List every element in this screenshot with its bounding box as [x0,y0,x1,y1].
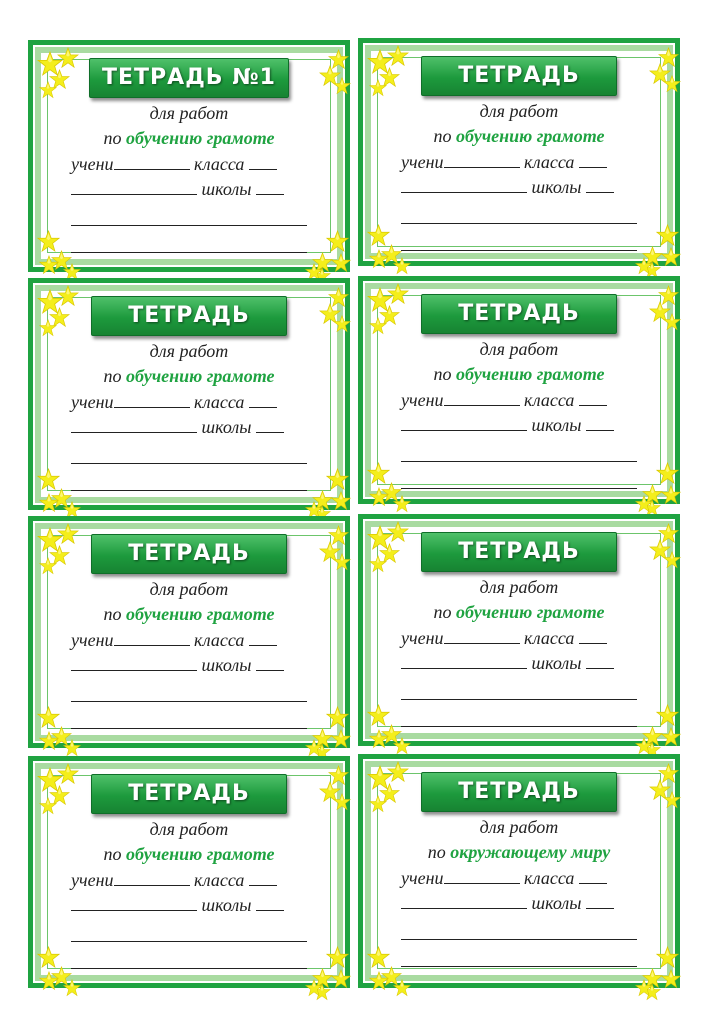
name-line-1[interactable] [71,941,307,942]
star-icon [333,315,351,333]
notebook-title-banner: ТЕТРАДЬ [91,296,287,336]
student-label: учени [71,154,114,174]
star-icon [656,462,679,485]
subject-name: обучению грамоте [455,364,605,384]
star-icon [393,737,411,755]
star-icon [39,493,59,513]
star-icon [663,313,681,331]
star-icon [305,979,323,997]
star-icon [393,495,411,513]
star-icon [39,255,59,275]
notebook-title-banner: ТЕТРАДЬ №1 [89,58,289,98]
school-number-blank[interactable] [401,416,527,431]
notebook-label-card [28,40,350,272]
subject-prefix: по [103,604,122,624]
subject-line [33,844,345,865]
school-label: школы [201,895,252,915]
star-icon [63,979,81,997]
subject-name: обучению грамоте [125,366,275,386]
star-icon [326,230,349,253]
class-blank[interactable] [249,631,277,646]
star-icon [326,468,349,491]
star-icon [661,969,681,989]
for-works-text: для работ [149,341,229,361]
star-icon [369,555,387,573]
student-blank[interactable] [114,155,190,170]
star-icon [305,739,323,757]
subject-name: обучению грамоте [125,604,275,624]
school-label: школы [531,177,582,197]
school-line [401,653,675,674]
student-label: учени [401,152,444,172]
star-icon [387,283,409,305]
notebook-title-banner: ТЕТРАДЬ [91,774,287,814]
name-line-2[interactable] [71,252,307,253]
school-number-blank[interactable] [71,896,197,911]
notebook-label-card [358,38,680,266]
school-line [71,179,345,200]
school-line [401,177,675,198]
name-line-1[interactable] [71,701,307,702]
school-number-blank[interactable] [401,178,527,193]
student-class-line [401,868,675,889]
class-blank[interactable] [579,629,607,644]
for-works-text: для работ [149,103,229,123]
name-line-1[interactable] [401,461,637,462]
subject-line [363,364,675,385]
star-icon [57,285,79,307]
school-blank[interactable] [586,894,614,909]
notebook-title-banner: ТЕТРАДЬ [421,294,617,334]
class-blank[interactable] [579,153,607,168]
star-icon [635,495,653,513]
star-icon [661,727,681,747]
star-icon [661,485,681,505]
star-icon [656,224,679,247]
student-class-line [71,154,345,175]
star-icon [369,317,387,335]
star-icon [369,795,387,813]
student-label: учени [401,390,444,410]
school-blank[interactable] [256,656,284,671]
notebook-title-banner: ТЕТРАДЬ [421,56,617,96]
subject-name: обучению грамоте [455,602,605,622]
class-blank[interactable] [249,155,277,170]
student-blank[interactable] [444,869,520,884]
name-line-2[interactable] [401,726,637,727]
class-label: класса [524,868,575,888]
student-blank[interactable] [114,631,190,646]
star-icon [387,761,409,783]
student-blank[interactable] [114,871,190,886]
star-icon [63,739,81,757]
student-label: учени [401,628,444,648]
notebook-label-card [358,754,680,988]
star-icon [393,979,411,997]
subject-line [33,128,345,149]
school-label: школы [531,415,582,435]
star-icon [333,77,351,95]
star-icon [635,257,653,275]
student-label: учени [71,392,114,412]
subject-prefix: по [433,602,452,622]
name-line-1[interactable] [401,939,637,940]
star-icon [333,793,351,811]
notebook-label-card [28,278,350,510]
name-line-2[interactable] [401,250,637,251]
star-icon [369,79,387,97]
star-icon [331,729,351,749]
school-label: школы [201,179,252,199]
school-line [401,415,675,436]
star-icon [369,971,389,991]
student-blank[interactable] [444,629,520,644]
star-icon [39,731,59,751]
star-icon [635,979,653,997]
class-label: класса [524,390,575,410]
notebook-label-card [358,276,680,504]
star-icon [661,247,681,267]
school-blank[interactable] [256,180,284,195]
school-line [401,893,675,914]
star-icon [57,47,79,69]
class-blank[interactable] [579,869,607,884]
student-class-line [71,870,345,891]
school-blank[interactable] [256,896,284,911]
school-number-blank[interactable] [71,418,197,433]
school-blank[interactable] [586,416,614,431]
star-icon [369,249,389,269]
star-icon [656,704,679,727]
star-icon [369,487,389,507]
name-line-2[interactable] [71,728,307,729]
subject-line [363,602,675,623]
star-icon [39,319,57,337]
notebook-title-banner: ТЕТРАДЬ [91,534,287,574]
star-icon [57,523,79,545]
subject-name: обучению грамоте [455,126,605,146]
student-blank[interactable] [444,391,520,406]
star-icon [663,75,681,93]
student-blank[interactable] [114,393,190,408]
notebook-label-card [28,756,350,988]
school-label: школы [201,655,252,675]
for-works-text: для работ [479,101,559,121]
student-class-line [71,392,345,413]
name-line-2[interactable] [401,488,637,489]
class-label: класса [194,630,245,650]
school-blank[interactable] [586,654,614,669]
subject-line [363,842,675,863]
student-blank[interactable] [444,153,520,168]
for-works-text: для работ [479,339,559,359]
school-number-blank[interactable] [71,180,197,195]
school-line [71,655,345,676]
school-number-blank[interactable] [401,894,527,909]
name-line-1[interactable] [401,223,637,224]
star-icon [663,551,681,569]
star-icon [331,491,351,511]
school-line [71,417,345,438]
star-icon [393,257,411,275]
subject-prefix: по [433,126,452,146]
school-label: школы [531,893,582,913]
notebook-title-banner: ТЕТРАДЬ [421,532,617,572]
star-icon [39,971,59,991]
class-blank[interactable] [249,393,277,408]
subject-line [363,126,675,147]
star-icon [635,737,653,755]
school-label: школы [201,417,252,437]
student-class-line [401,628,675,649]
star-icon [39,797,57,815]
class-label: класса [524,628,575,648]
subject-prefix: по [433,364,452,384]
school-blank[interactable] [256,418,284,433]
student-class-line [401,152,675,173]
star-icon [663,791,681,809]
subject-prefix: по [103,844,122,864]
subject-line [33,604,345,625]
for-works-text: для работ [479,817,559,837]
name-line-1[interactable] [401,699,637,700]
name-line-1[interactable] [71,225,307,226]
subject-prefix: по [103,128,122,148]
subject-name: окружающему миру [450,842,611,862]
notebook-label-card [28,516,350,748]
notebook-label-card [358,514,680,746]
subject-name: обучению грамоте [125,844,275,864]
star-icon [387,45,409,67]
school-blank[interactable] [586,178,614,193]
student-label: учени [401,868,444,888]
name-line-2[interactable] [71,968,307,969]
school-line [71,895,345,916]
class-blank[interactable] [249,871,277,886]
name-line-2[interactable] [401,966,637,967]
star-icon [57,763,79,785]
star-icon [369,729,389,749]
school-label: школы [531,653,582,673]
class-blank[interactable] [579,391,607,406]
student-class-line [401,390,675,411]
student-class-line [71,630,345,651]
school-number-blank[interactable] [401,654,527,669]
student-label: учени [71,870,114,890]
subject-prefix: по [427,842,446,862]
school-number-blank[interactable] [71,656,197,671]
star-icon [39,557,57,575]
name-line-2[interactable] [71,490,307,491]
star-icon [326,946,349,969]
subject-line [33,366,345,387]
for-works-text: для работ [149,819,229,839]
student-label: учени [71,630,114,650]
star-icon [387,521,409,543]
star-icon [326,706,349,729]
class-label: класса [194,870,245,890]
name-line-1[interactable] [71,463,307,464]
for-works-text: для работ [149,579,229,599]
star-icon [331,253,351,273]
for-works-text: для работ [479,577,559,597]
star-icon [331,969,351,989]
star-icon [333,553,351,571]
star-icon [656,946,679,969]
subject-prefix: по [103,366,122,386]
star-icon [39,81,57,99]
notebook-title-banner: ТЕТРАДЬ [421,772,617,812]
class-label: класса [194,154,245,174]
class-label: класса [194,392,245,412]
class-label: класса [524,152,575,172]
subject-name: обучению грамоте [125,128,275,148]
